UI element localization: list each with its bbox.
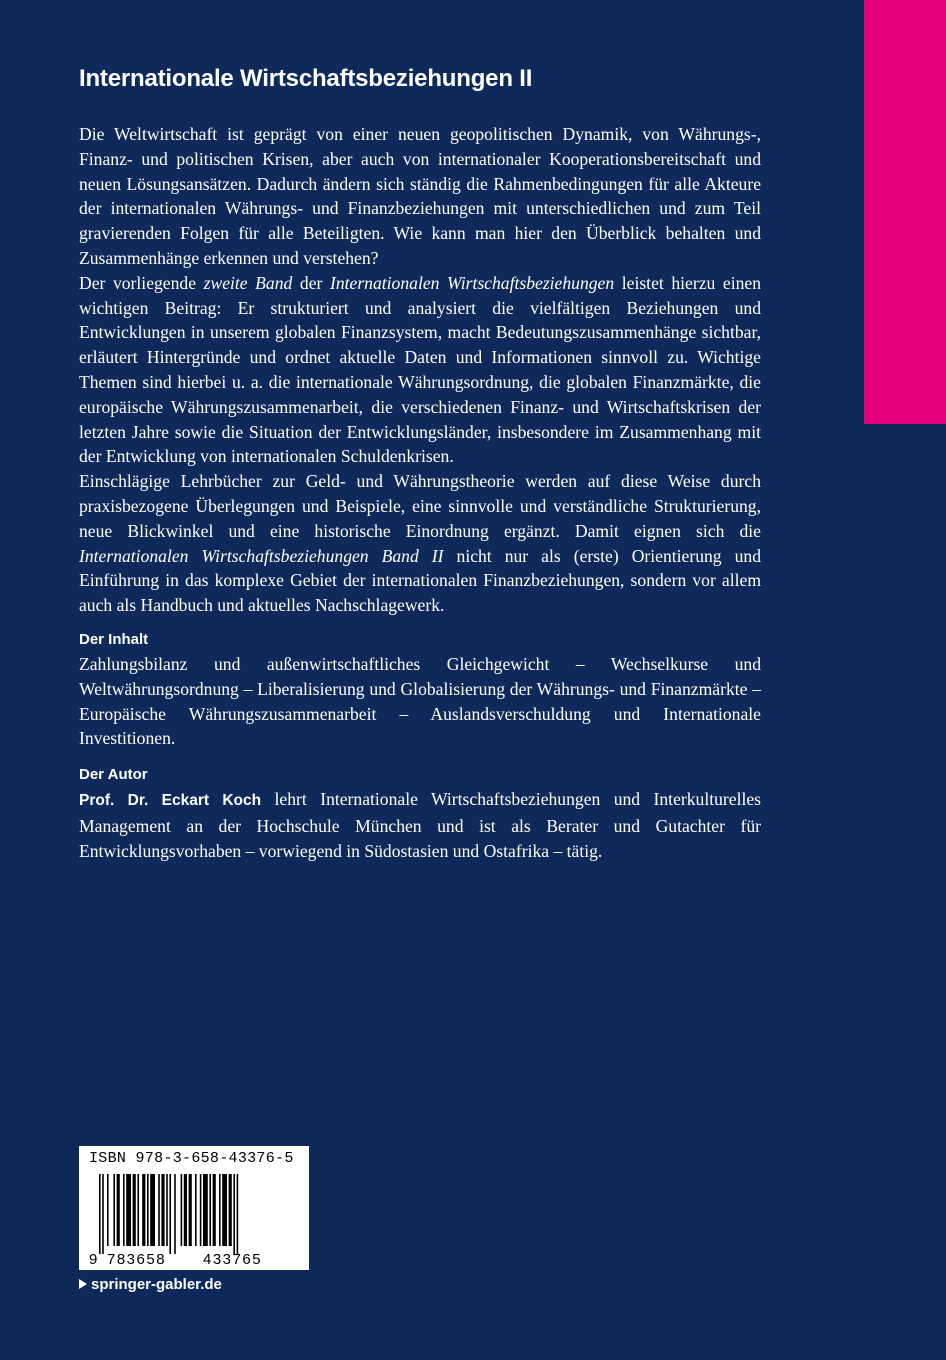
barcode-bar-14: [166, 1174, 168, 1246]
barcode-bar-16: [174, 1174, 176, 1254]
text-run: Einschlägige Lehrbücher zur Geld- und Währungstheorie werden auf diese Weise durch praxisbezogene Überlegungen und Beispiele, eine sinnvolle und verständliche Strukturierung, neue Blickwinkel und eine historische Einordnung ergänzt. Damit eignen sich die: [79, 471, 761, 541]
intro-paragraph-3: [79, 469, 761, 618]
arrow-right-icon: [79, 1279, 87, 1289]
barcode-bars: [99, 1174, 238, 1254]
barcode-bar-6: [126, 1174, 131, 1246]
publisher-link-text[interactable]: springer-gabler.de: [91, 1276, 222, 1293]
barcode-bar-4: [117, 1174, 120, 1246]
barcode-bar-1: [102, 1174, 104, 1254]
emphasis: zweite Band: [203, 272, 293, 293]
barcode-bar-15: [169, 1174, 171, 1254]
text-run: nicht nur als (erste) Orientierung und Einführung in das komplexe Gebiet der internationalen Finanzbeziehungen, sondern vor allem auch als Handbuch und aktuelles Nachschlagewerk.: [79, 545, 761, 616]
back-cover-content: [79, 64, 761, 864]
barcode-bar-7: [133, 1174, 136, 1246]
barcode-bar-17: [181, 1174, 183, 1246]
publisher-link[interactable]: [79, 1276, 222, 1293]
barcode-bar-29: [237, 1174, 239, 1254]
barcode-bar-28: [233, 1174, 235, 1254]
barcode-bar-0: [99, 1174, 101, 1254]
intro-section: [79, 122, 761, 618]
barcode-bar-13: [161, 1174, 164, 1246]
barcode-bar-22: [203, 1174, 208, 1246]
barcode-bar-18: [184, 1174, 187, 1246]
author-name: Prof. Dr. Eckart Koch: [79, 792, 262, 810]
author-bio: [79, 787, 761, 863]
text-run: Der vorliegende: [79, 272, 204, 293]
emphasis: Internationalen Wirtschaftsbeziehungen Band II: [79, 545, 444, 566]
barcode-bar-8: [137, 1174, 139, 1246]
author-section: [79, 763, 761, 863]
contents-text: Zahlungsbilanz und außenwirtschaftliches Gleichgewicht – Wechselkurse und Weltwährungsordnung – Liberalisierung und Globalisierung der Währungs- und Finanzmärkte – Europäische Währungszusammenarbeit – Auslandsverschuldung und Internationale Investitionen.: [79, 653, 761, 749]
text-run: leistet hierzu einen wichtigen Beitrag: Er strukturiert und analysiert die vielfältigen Beziehungen und Entwicklungen in unserem globalen Finanzsystem, macht Bedeutungszusammenhänge sichtbar, erläutert Hintergründe und ordnet aktuelle Daten und Informationen sinnvoll zu. Wichtige Themen sind hierbei u. a. die internationale Währungsordnung, die globalen Finanzmärkte, die europäische Währungszusammenarbeit, die verschiedenen Finanz- und Wirtschaftskrisen der letzten Jahre sowie die Situation der Entwicklungsländer, insbesondere im Zusammenhang mit der Entwicklung von internationalen Schuldenkrisen.: [79, 272, 762, 467]
barcode-bar-19: [189, 1174, 192, 1246]
barcode-bar-20: [195, 1174, 197, 1246]
barcode-bar-10: [147, 1174, 149, 1246]
barcode-bar-12: [158, 1174, 160, 1246]
author-heading: Der Autor: [79, 766, 148, 784]
text-run: der: [292, 272, 330, 293]
barcode-bar-5: [123, 1174, 125, 1246]
barcode-bar-3: [113, 1174, 115, 1246]
accent-stripe: [864, 0, 946, 424]
contents-section: [79, 628, 761, 751]
barcode-bar-23: [209, 1174, 211, 1246]
emphasis: Internationalen Wirtschaftsbeziehungen: [329, 272, 615, 293]
barcode-bar-26: [222, 1174, 227, 1246]
barcode-bar-21: [200, 1174, 202, 1246]
barcode-bar-9: [142, 1174, 145, 1246]
intro-paragraph-2: [79, 271, 761, 469]
barcode-bar-25: [219, 1174, 221, 1246]
barcode-graphic: [87, 1174, 301, 1266]
text-run: lehrt Internationale Wirtschaftsbeziehungen und Interkulturelles Management an der Hochschule München und ist als Berater und Gutachter für Entwicklungsvorhaben – vorwiegend in Südostasien und Ostafrika – tätig.: [79, 789, 762, 861]
barcode-bar-27: [229, 1174, 232, 1246]
barcode-digits-right: 433765: [203, 1251, 263, 1266]
intro-paragraph-1: Die Weltwirtschaft ist geprägt von einer neuen geopolitischen Dynamik, von Währungs-, Finanz- und politischen Krisen, aber auch von internationaler Kooperationsbereitschaft und neuen Lösungsansätzen. Dadurch ändern sich ständig die Rahmenbedingungen für alle Akteure der internationalen Währungs- und Finanzbeziehungen mit unterschiedlichen und zum Teil gravierenden Folgen für alle Beteiligten. Wie kann man hier den Überblick behalten und Zusammenhänge erkennen und verstehen?: [79, 124, 761, 268]
isbn-barcode: [79, 1146, 309, 1270]
contents-heading: Der Inhalt: [79, 630, 149, 648]
barcode-bar-2: [107, 1174, 109, 1246]
barcode-bar-11: [150, 1174, 155, 1246]
barcode-digit-first: 9: [89, 1251, 98, 1266]
isbn-label: ISBN 978-3-658-43376-5: [89, 1150, 294, 1167]
barcode-digits-left: 783658: [107, 1251, 167, 1266]
barcode-bar-24: [213, 1174, 216, 1246]
book-title: Internationale Wirtschaftsbeziehungen II: [79, 65, 533, 92]
